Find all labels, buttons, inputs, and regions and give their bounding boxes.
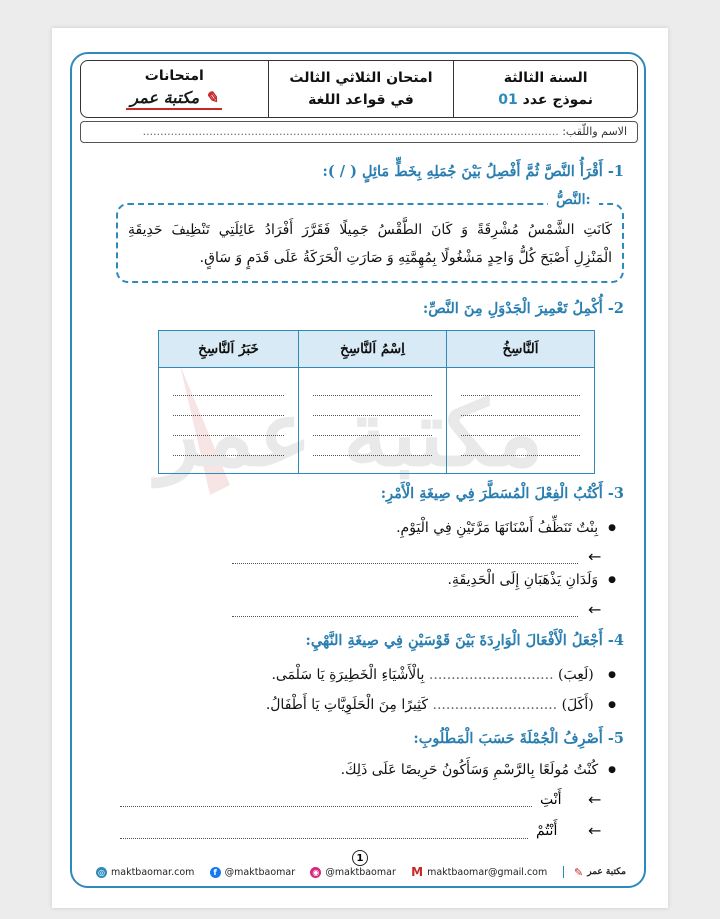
gmail-icon: M (411, 865, 424, 879)
exam-subject: في قواعد اللغة (308, 92, 414, 108)
q3-answer-line-2[interactable] (232, 616, 578, 617)
q5-pronoun-2: أَنْتُمْ (536, 823, 558, 839)
footer-brand: ✎ مكتبة عمر (563, 866, 626, 879)
question-2-title: 2- أُكْمِلُ تَعْمِيرَ الْجَدْوَلِ مِنَ النَّصِّ: (422, 300, 624, 317)
globe-icon: ◎ (96, 867, 107, 878)
q4-sentence-1: ● (لَعِبَ) ............................ بِالْأَشْيَاءِ الْخَطِيرَةِ يَا سَلْمَى. (220, 667, 616, 683)
table-header-row (159, 331, 595, 368)
footer-website[interactable]: ◎ maktbaomar.com (98, 866, 195, 878)
pen-icon: ✎ (204, 88, 219, 107)
col-nasikh-subject: اِسْمُ اَلنَّاسِخِ (299, 331, 447, 368)
q5-answer-line-1[interactable] (120, 806, 532, 807)
brand-logo: ✎ مكتبة عمر (126, 88, 222, 110)
footer-email[interactable]: M maktbaomar@gmail.com (411, 865, 548, 879)
exams-label: امتحانات (144, 68, 204, 84)
text-box (116, 203, 624, 283)
left-arrow-icon: ← (588, 600, 602, 619)
facebook-icon: f (210, 867, 221, 878)
left-arrow-icon: ← (588, 790, 602, 809)
col-nasikh: اَلنَّاسِخُ (447, 331, 595, 368)
q5-answer-line-2[interactable] (120, 838, 528, 839)
paragraph-line-1: كَانَتِ الشَّمْسُ مُشْرِقَةً وَ كَانَ الطَّقْسُ جَمِيلًا فَقَرَّرَ أَفْرَادُ عَائِلَتِي تَنْظِيفَ حَدِيقَةِ (128, 222, 612, 238)
paragraph-line-2: الْمَنْزِلِ أَصْبَحَ كُلُّ وَاحِدٍ مَشْغُولًا بِمُهِمَّتِهِ وَ صَارَتِ الْحَرَكَةُ عَلَى قَدَمٍ وَ سَاقٍ. (199, 250, 612, 266)
header-year-cell (453, 61, 637, 117)
pen-icon: ✎ (574, 865, 584, 879)
answer-cell-3[interactable] (159, 368, 299, 474)
q3-sentence-1: ● بِنْتٌ تَنَظِّفُ أَسْنَانَهَا مَرَّتَيْنِ فِي الْيَوْمِ. (260, 520, 616, 536)
answer-cell-1[interactable] (447, 368, 595, 474)
table-answer-row[interactable] (159, 368, 595, 474)
q4-sentence-2: ● (أَكَلَ) ............................ كَثِيرًا مِنَ الْحَلَوِيَّاتِ يَا أَطْفَالُ. (220, 697, 616, 713)
question-5-title: 5- أَصْرِفُ الْجُمْلَةَ حَسَبَ الْمَطْلُوبِ: (413, 730, 624, 747)
q4-blank-1[interactable]: ............................ (428, 667, 554, 683)
name-dotted-line: ....................................................................................................................... (142, 125, 559, 138)
q5-sentence: ● كُنْتُ مُولَعًا بِالرَّسْمِ وَسَأَكُونُ حَرِيصًا عَلَى ذَلِكَ. (280, 762, 616, 778)
header-brand-cell (81, 61, 268, 117)
student-name-field[interactable] (80, 121, 638, 143)
q5-pronoun-1: أَنْتِ (540, 792, 562, 808)
page-number: 1 (352, 850, 368, 866)
header-exam-cell (268, 61, 454, 117)
name-label: الاسم واللّقب: (562, 125, 627, 138)
q3-answer-line-1[interactable] (232, 563, 578, 564)
q3-sentence-2: ● وَلَدَانِ يَذْهَبَانِ إِلَى الْحَدِيقَةِ. (260, 572, 616, 588)
q4-blank-2[interactable]: ............................ (432, 697, 558, 713)
footer-facebook[interactable]: f @maktbaomar (210, 867, 295, 878)
left-arrow-icon: ← (588, 821, 602, 840)
exam-title: امتحان الثلاثي الثالث (289, 70, 433, 86)
question-4-title: 4- أَجْعَلُ الْأَفْعَالَ الْوَارِدَةَ بَيْنَ قَوْسَيْنِ فِي صِيغَةِ النَّهْيِ: (305, 632, 624, 649)
footer-instagram[interactable]: ◉ @maktbaomar (312, 866, 396, 878)
instagram-icon: ◉ (310, 867, 321, 878)
footer (96, 862, 626, 882)
completion-table (158, 330, 595, 474)
footer-divider (563, 866, 565, 878)
exam-header (80, 60, 638, 118)
class-year: السنة الثالثة (503, 70, 588, 86)
question-1-title: 1- أَقْرَأُ النَّصَّ ثُمَّ أَفْصِلُ بَيْنَ جُمَلِهِ بِخَطٍّ مَائِلٍ ( / ): (322, 163, 624, 180)
model-number: نموذج عدد 01 (498, 92, 594, 108)
question-3-title: 3- أَكْتُبُ الْفِعْلَ الْمُسَطَّرَ فِي صِيغَةِ الْأَمْرِ: (380, 485, 624, 502)
col-nasikh-predicate: خَبَرُ اَلنَّاسِخِ (159, 331, 299, 368)
answer-cell-2[interactable] (299, 368, 447, 474)
left-arrow-icon: ← (588, 547, 602, 566)
text-box-label: النَّصُّ: (548, 192, 599, 208)
